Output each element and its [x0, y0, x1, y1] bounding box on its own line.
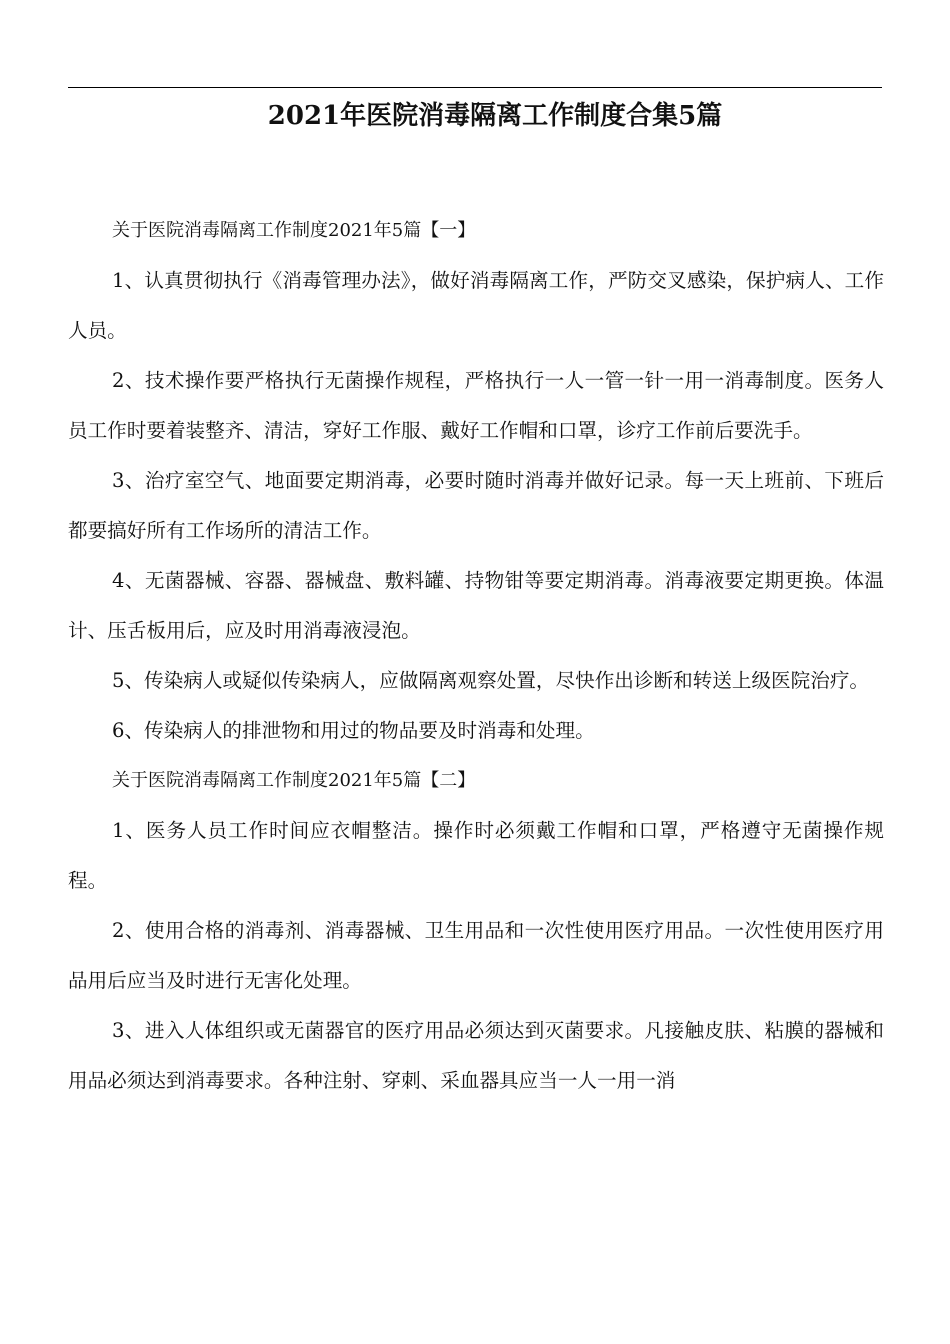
paragraph: 2、技术操作要严格执行无菌操作规程，严格执行一人一管一针一用一消毒制度。医务人员工作时要着装整齐、清洁，穿好工作服、戴好工作帽和口罩，诊疗工作前后要洗手。	[68, 369, 884, 442]
paragraph: 2、使用合格的消毒剂、消毒器械、卫生用品和一次性使用医疗用品。一次性使用医疗用品用后应当及时进行无害化处理。	[68, 919, 884, 992]
paragraph: 5、传染病人或疑似传染病人，应做隔离观察处置，尽快作出诊断和转送上级医院治疗。	[112, 669, 870, 692]
document-body	[68, 206, 884, 1106]
document-title: 2021年医院消毒隔离工作制度合集5篇	[267, 101, 723, 131]
paragraph: 3、治疗室空气、地面要定期消毒，必要时随时消毒并做好记录。每一天上班前、下班后都要搞好所有工作场所的清洁工作。	[68, 469, 884, 542]
header-rule	[68, 87, 882, 88]
paragraph: 1、认真贯彻执行《消毒管理办法》，做好消毒隔离工作，严防交叉感染，保护病人、工作人员。	[68, 269, 884, 342]
section-heading: 关于医院消毒隔离工作制度2021年5篇【一】	[112, 220, 476, 241]
paragraph: 3、进入人体组织或无菌器官的医疗用品必须达到灭菌要求。凡接触皮肤、粘膜的器械和用品必须达到消毒要求。各种注射、穿刺、采血器具应当一人一用一消	[68, 1019, 884, 1092]
paragraph: 6、传染病人的排泄物和用过的物品要及时消毒和处理。	[112, 719, 595, 742]
section-heading: 关于医院消毒隔离工作制度2021年5篇【二】	[112, 770, 476, 791]
paragraph: 4、无菌器械、容器、器械盘、敷料罐、持物钳等要定期消毒。消毒液要定期更换。体温计、压舌板用后，应及时用消毒液浸泡。	[68, 569, 884, 642]
paragraph: 1、医务人员工作时间应衣帽整洁。操作时必须戴工作帽和口罩，严格遵守无菌操作规程。	[68, 819, 884, 892]
